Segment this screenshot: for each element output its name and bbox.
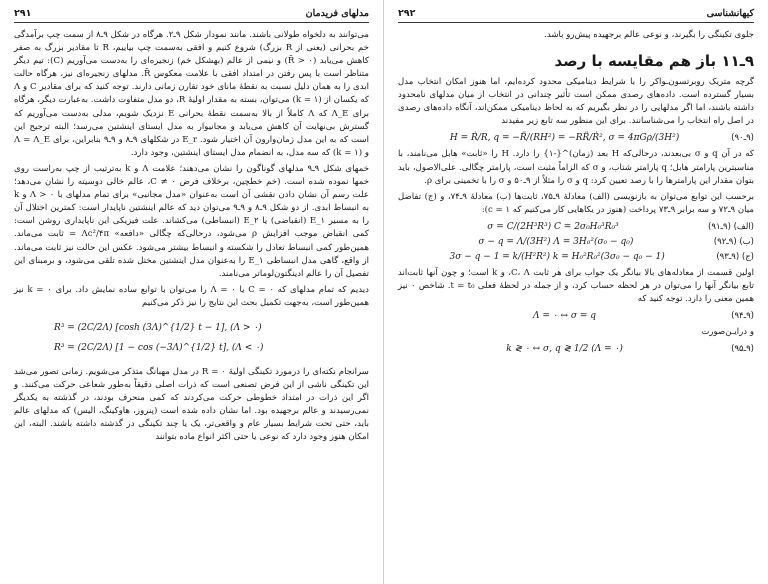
right-paragraph-4: اولین قسمت از معادله‌های بالا بیانگر یک جواب برای هر ثابت C، Λ، و k است؛ و چون آنها ثابت‌اند تابع بیانگر آنها را می‌توان در هر لحظه حساب کرد، و از جمله در لحظهٔ فعلی t = t₀. شاخص ۰ نیز همین معنی را دارد. توجه کنید که (398, 267, 754, 305)
equation-cos: R³ = (2C/2Λ) [1 − cos (−3Λ)^{1/2} t], (Λ < ۰) (54, 342, 264, 353)
right-page (384, 0, 768, 584)
equation-9-91-expr: σ = C/(2H³R³) C = 2σ₀H₀³R₀³ (487, 221, 619, 232)
equation-9-91-tag: (الف) (۹ـ۹۱) (708, 221, 754, 232)
right-page-number: ۲۹۲ (398, 8, 416, 19)
equation-9-94-expr: Λ = ۰ ↔ σ = q (533, 311, 597, 322)
equation-9-92-tag: (ب) (۹ـ۹۲) (713, 236, 754, 247)
right-intro-paragraph: جلوی تکینگی را بگیرند، و نوعی عالم برجهیده پیش‌رو باشد. (544, 30, 754, 40)
equation-9-91 (398, 222, 754, 232)
section-title: ۹ـ۱۱ باز هم مقایسه با رصد (554, 52, 754, 71)
left-closing-paragraph: سرانجام نکته‌ای را درمورد تکینگی اولیهٔ R = ۰ در مدل مهبانگ متذکر می‌شویم. زمانی تصور می‌شد این تکینگی ناشی از این فرض تصنعی است که ذرات اصلی دقیقاً به‌طور شعاعی حرکت می‌کنند. و اگر این ذرات در امتداد خطوطی حرکت می‌کردند که کمی منحرف بودند، در گذشته به یکدیگر نمی‌رسیدند و عالم برجهیده بود. اما نشان داده شده است (پنروز، هاوکینگ، الیس) که مدلهای عالم باید، حتی تحت شرایط بسیار عام و واقعی‌تر، یک یا چند تکینگی در گذشته داشته باشند. البته، این امکان هنوز وجود دارد که نوعی یا حتی اکثر انواع ماده بتوانند (14, 366, 369, 443)
equation-9-93-tag: (ج) (۹ـ۹۳) (716, 251, 754, 262)
equation-9-93-expr: 3σ − q − 1 = k/(H²R²) k = H₀²R₀²(3σ₀ − q₀ − 1) (449, 251, 665, 262)
equation-9-95 (398, 344, 754, 354)
left-paragraph-1: می‌توانند به دلخواه طولانی باشند. مانند نمودار شکل ۹ـ۲. هرگاه در شکل ۹ـ۸ از سمت چپ برآمدگی خم بحرانی (یعنی از R بزرگ) شروع کنیم و افقی به‌سمت چپ بیاییم، R تا مقادیر بزرگ به صفر کاهش می‌یابد (R̄ > ۰) و نیمی از عالم (بهشکل خم) زنجیره‌ای را به‌دست می‌آوریم (C): تیم دیگر متناظر است با پس رفتن در امتداد افقی با علامت معکوس R̄. مدلهای زنجیره‌ای نیز، هرگاه حالت ابدی را به همان دلیل نسبت به نقطهٔ ماناى خود تقارن زمانی دارند. توجه کنید که برای مقادیر C و Λ که یکسان از (k = ۱) می‌توان، بسته به مقدار اولیهٔ R، دو مدل متفاوت داشت. به‌عبارت دیگر، هرگاه برای Λ_E که Λ کاملاً از بالا به‌سمت نقطهٔ بحرانی E نزدیک شویم، مدلی به‌دست می‌آوریم که گسترش بی‌نهایت آن کاهش می‌یابد و مجانیوار به مدل ایستای اینشتین می‌رسد؛ البته ترجیح این است که به این مدل زمان‌وارون آن اختیار شود. E_r در شکلهای ۹ـ۸ و ۹ـ۹ بنابراین، برای Λ = Λ_E و (k = ۱) که سه مدل، به انضمام مدل ایستای اینشتین، وجود دارد. (14, 30, 370, 158)
right-between-text: و درایـن‌صورت (701, 327, 754, 338)
left-equations (54, 318, 369, 358)
equation-9-90 (398, 133, 754, 143)
equation-cosh: R³ = (2C/2Λ) [cosh (3Λ)^{1/2} t − 1], (Λ > ۰) (54, 322, 262, 333)
equation-9-93 (398, 252, 754, 262)
equation-9-90-expr: H = Ṙ/R, q = −R̈/(RH²) = −RR̈/Ṙ², σ = 4πGρ/(3H²) (449, 133, 680, 144)
equation-9-92-expr: σ − q = Λ/(3H²) Λ = 3H₀²(σ₀ − q₀) (478, 236, 634, 247)
equation-9-95-expr: k ≷ ۰ ↔ σ, q ≷ 1/2 (Λ = ۰) (506, 344, 623, 355)
right-paragraph-2: که در آن q و σ بی‌بعدند، درحالی‌که H بعد (زمان)^{-۱} را دارد. H را «ثابت» هابل می‌نامند، با مناسبترین پارامتر هابل؛ q پارامتر شتاب، و σ که الزاماً مثبت است، پارامتر چگالی. علی‌الاصول، باید بتوان مقدار این پارامترها را با رصد تعیین کرد: q و σ را مثلاً از ۹ـ۵۰ و σ را با تخمینی برای ρ. (398, 149, 754, 186)
left-paragraph-2: خمهای شکل ۹ـ۹ مدلهای گوناگون را نشان می‌دهند؛ علامت Λ و k به‌ترتیب از چپ به‌راست روی خمها نموده شده است. (خم خطچین، برخلاف فرض C ≠ ۰، عالم خالی دوسیته را نشان می‌دهد؛ علت رسم آن نشان دادن نقشی آن است به‌عنوان «مدل مجانبی» برای تمام مدلهای با Λ > ۰ و k به انبساط ابدی. از دو شکل ۹ـ۸ و ۹ـ۹ می‌توان دید که عالم اینشتین ناپایدار است: کمترین اختلال آن را به مسیر E_۱ (انقباضی) یا E_۲ (انبساطی) می‌کشاند. علت فیزیکی این ناپایداری روشن است: کمی انقباض موجب افزایش ρ می‌شود، درحالی‌که چگالی «دافعه» Λc²/۴π = ثابت می‌ماند. همین‌طور کمی انبساط تعادل را شکسته و انبساط بیشتر می‌شود. عکس این حالت نیز ثابت می‌ماند. از واقع، گاهی مدل انبساطی E_۱ را به‌عنوان مدل اینشتین مختل شده تلقی می‌شود، و برمبنای این تفصیل آن را عالم ادینگتون‌لوماتر می‌نامند. (14, 163, 370, 279)
equation-9-95-tag: (۹ـ۹۵) (731, 344, 754, 355)
equation-9-90-tag: (۹ـ۹۰) (731, 133, 754, 144)
left-running-head (14, 8, 369, 23)
equation-9-92 (398, 237, 754, 247)
equation-9-94 (398, 311, 754, 321)
left-header-title: مدلهای فریدمان (305, 8, 369, 19)
right-paragraph-3: برحسب این توابع می‌توان به بازنویسی (الف) معادلهٔ ۹ـ۷۵، ثابت‌ها (ب) معادلهٔ ۹ـ۷۴، و (ج) تفاضل میان ۹ـ۷۲ و سه برابر ۹ـ۷۳ پرداخت (هنوز در یکاهایی کار می‌کنیم که c = ۱): (398, 191, 754, 215)
left-paragraph-3: دیدیم که تمام مدلهای که C = ۰ یا Λ = ۰ را می‌توان با توابع ساده نمایش داد. برای k = ۰ نیز همین‌طور است، به‌جهت تکمیل بحث این نتایج را نیز ذکر می‌کنیم (14, 284, 369, 308)
right-paragraph-1: گرچه متریک روبرتسون‌ـواکر را با شرایط دینامیکی محدود کرده‌ایم، اما هنوز امکان انتخاب مدل بسیار گسترده است. داده‌های رصدی ممکن است تأثیر چندانی در انتخاب از میان مدلهای نامحدود داشته باشند، اما اگر مدلهایی را در نظر بگیریم که به لحاظ دینامیکی ممکن‌اند، آنگاه داده‌های رصدی در اصل راه انتخاب را می‌شناسانند. برای این منظور سه تابع زیر مفیدند (398, 77, 754, 127)
right-running-head (398, 8, 754, 23)
left-page-number: ۲۹۱ (14, 8, 32, 19)
right-header-title: کیهانشناسی (706, 8, 754, 19)
equation-9-94-tag: (۹ـ۹۴) (731, 311, 754, 322)
